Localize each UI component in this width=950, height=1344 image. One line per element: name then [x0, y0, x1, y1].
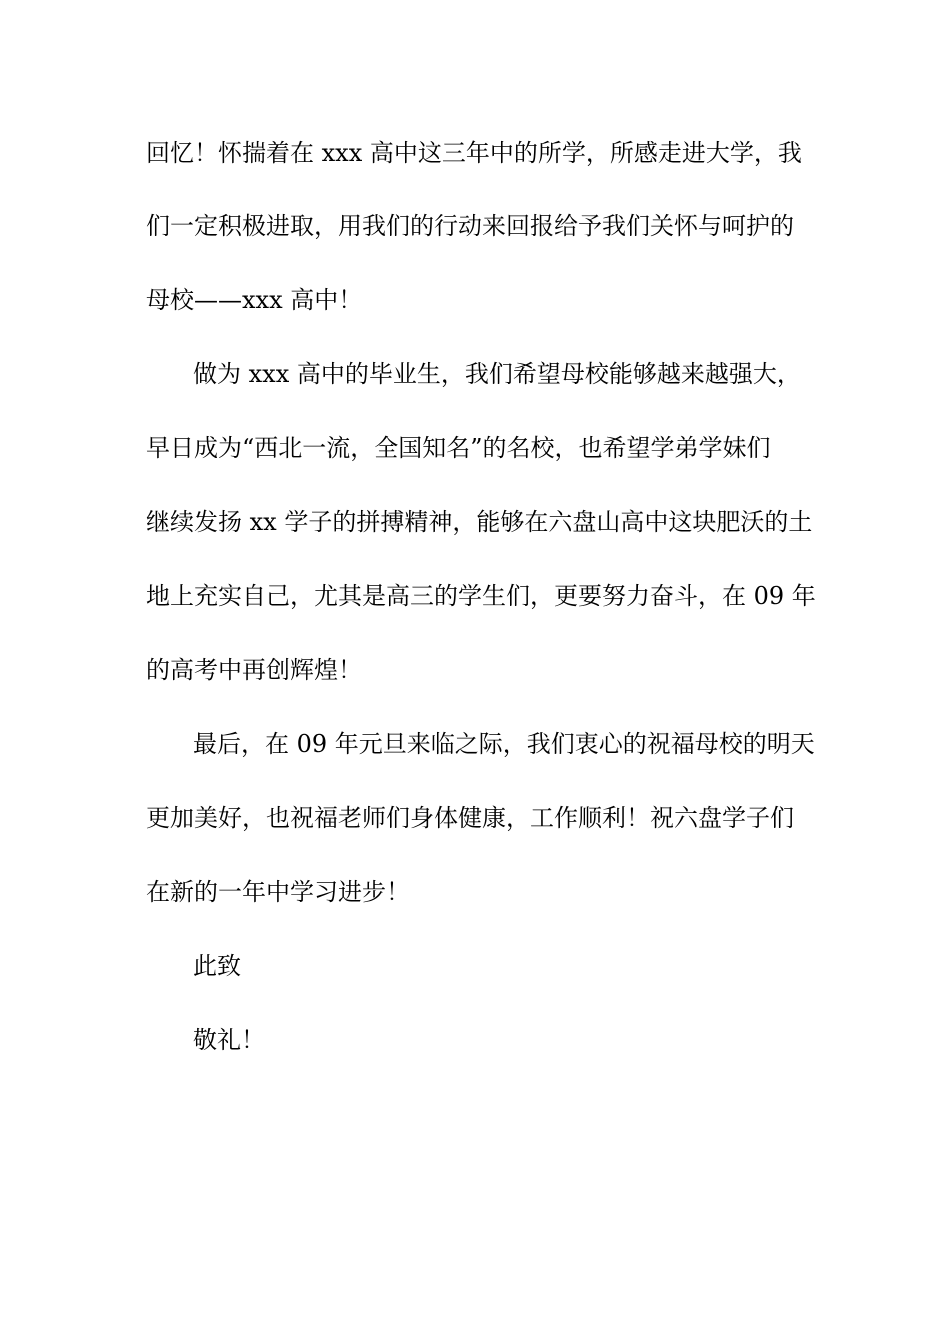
paragraph-2-line-1: 做为 xxx 高中的毕业生，我们希望母校能够越来越强大， [193, 360, 801, 388]
paragraph-1-line-2: 们一定积极进取，用我们的行动来回报给予我们关怀与呵护的 [146, 212, 794, 240]
paragraph-3-line-3: 在新的一年中学习进步！ [146, 878, 410, 906]
closing-respect: 敬礼！ [193, 1026, 265, 1054]
paragraph-3-line-1: 最后，在 09 年元旦来临之际，我们衷心的祝福母校的明天 [193, 730, 815, 758]
paragraph-2-line-5: 的高考中再创辉煌！ [146, 656, 362, 684]
paragraph-2-line-4: 地上充实自己，尤其是高三的学生们，更要努力奋斗，在 09 年 [146, 582, 816, 610]
paragraph-2-line-2: 早日成为“西北一流，全国知名”的名校，也希望学弟学妹们 [146, 434, 771, 462]
closing-salutation: 此致 [193, 952, 241, 980]
paragraph-1-line-1: 回忆！怀揣着在 xxx 高中这三年中的所学，所感走进大学，我 [146, 139, 802, 167]
paragraph-3-line-2: 更加美好，也祝福老师们身体健康，工作顺利！祝六盘学子们 [146, 804, 794, 832]
paragraph-2-line-3: 继续发扬 xx 学子的拼搏精神，能够在六盘山高中这块肥沃的土 [146, 508, 813, 536]
paragraph-1-line-3: 母校——xxx 高中！ [146, 286, 363, 314]
